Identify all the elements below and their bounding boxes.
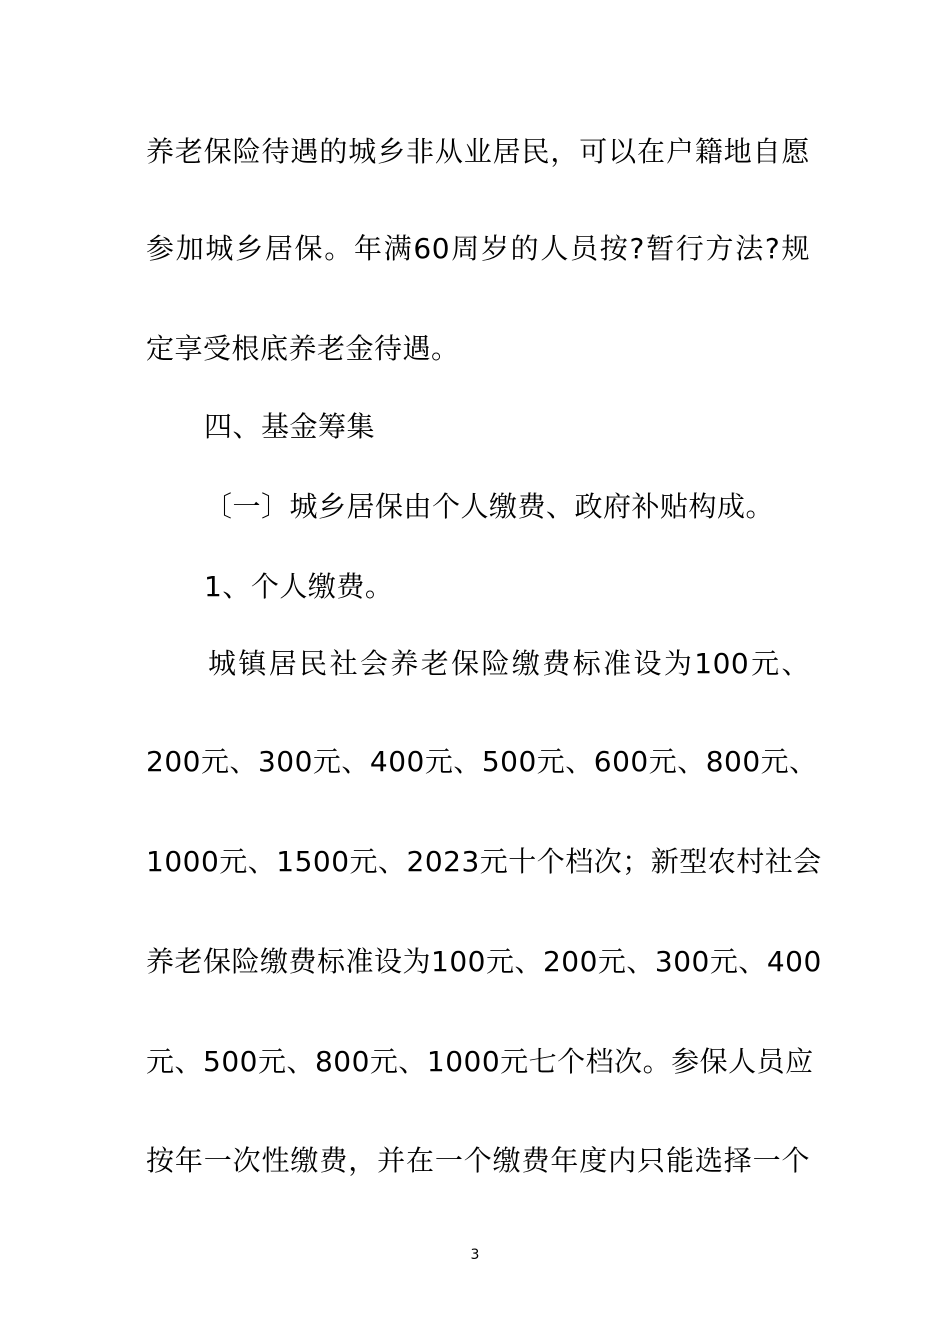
section-heading: 四、基金筹集 — [204, 410, 376, 443]
item-heading: 1、个人缴费。 — [204, 570, 394, 603]
body-text-line: 城镇居民社会养老保险缴费标准设为100元、 — [208, 647, 810, 680]
page-number: 3 — [470, 1247, 480, 1263]
body-text-line: 元、500元、800元、1000元七个档次。参保人员应 — [146, 1045, 814, 1078]
body-text-line: 200元、300元、400元、500元、600元、800元、 — [146, 745, 818, 778]
body-text-line: 养老保险缴费标准设为100元、200元、300元、400 — [146, 945, 822, 978]
body-text-line: 养老保险待遇的城乡非从业居民，可以在户籍地自愿 — [146, 135, 810, 168]
body-text-line: 定享受根底养老金待遇。 — [146, 332, 460, 365]
body-text-line: 参加城乡居保。年满60周岁的人员按?暂行方法?规 — [146, 232, 810, 265]
subsection-heading: 〔一〕城乡居保由个人缴费、政府补贴构成。 — [204, 490, 775, 523]
body-text-line: 按年一次性缴费，并在一个缴费年度内只能选择一个 — [146, 1144, 810, 1177]
body-text-line: 1000元、1500元、2023元十个档次；新型农村社会 — [146, 845, 822, 878]
